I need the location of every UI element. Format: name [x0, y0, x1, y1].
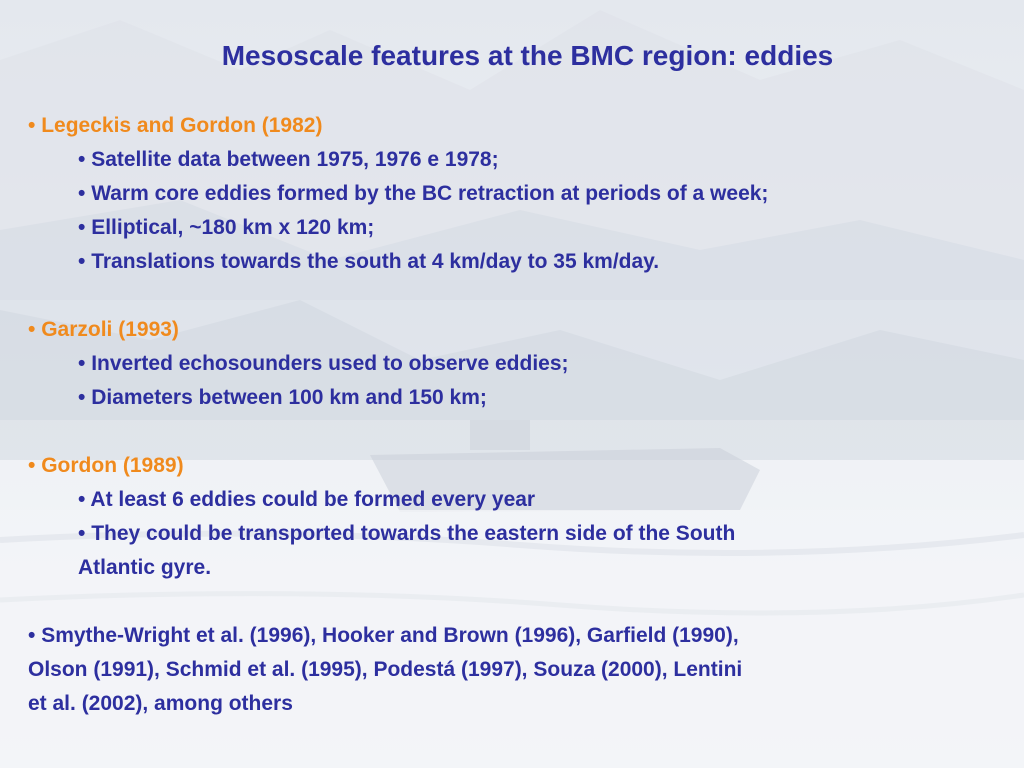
bullet-glyph: • — [28, 114, 36, 137]
slide-content — [28, 109, 1018, 721]
spacer — [28, 585, 1018, 619]
bullet-item: • Translations towards the south at 4 km/day to 35 km/day. — [78, 250, 660, 273]
slide-title: Mesoscale features at the BMC region: eddies — [221, 40, 834, 71]
bullet-item: • Elliptical, ~180 km x 120 km; — [78, 216, 375, 239]
section-heading: • Legeckis and Gordon (1982) — [28, 114, 323, 137]
spacer — [28, 415, 1018, 449]
bullet-item: • Satellite data between 1975, 1976 e 1978; — [78, 148, 499, 171]
bullet-item: • Inverted echosounders used to observe eddies; — [78, 352, 569, 375]
section-heading: • Gordon (1989) — [28, 454, 184, 477]
references-line: Olson (1991), Schmid et al. (1995), Podestá (1997), Souza (2000), Lentini — [28, 658, 743, 681]
bullet-item: • At least 6 eddies could be formed every year — [78, 488, 536, 511]
bullet-item: • Diameters between 100 km and 150 km; — [78, 386, 487, 409]
references-line: • Smythe-Wright et al. (1996), Hooker and Brown (1996), Garfield (1990), — [28, 624, 739, 647]
section-heading: • Garzoli (1993) — [28, 318, 179, 341]
bullet-item: • Warm core eddies formed by the BC retraction at periods of a week; — [78, 182, 769, 205]
bullet-item: • They could be transported towards the eastern side of the South — [78, 522, 736, 545]
bullet-item-continuation: Atlantic gyre. — [78, 556, 212, 579]
spacer — [28, 279, 1018, 313]
references-line: et al. (2002), among others — [28, 692, 293, 715]
